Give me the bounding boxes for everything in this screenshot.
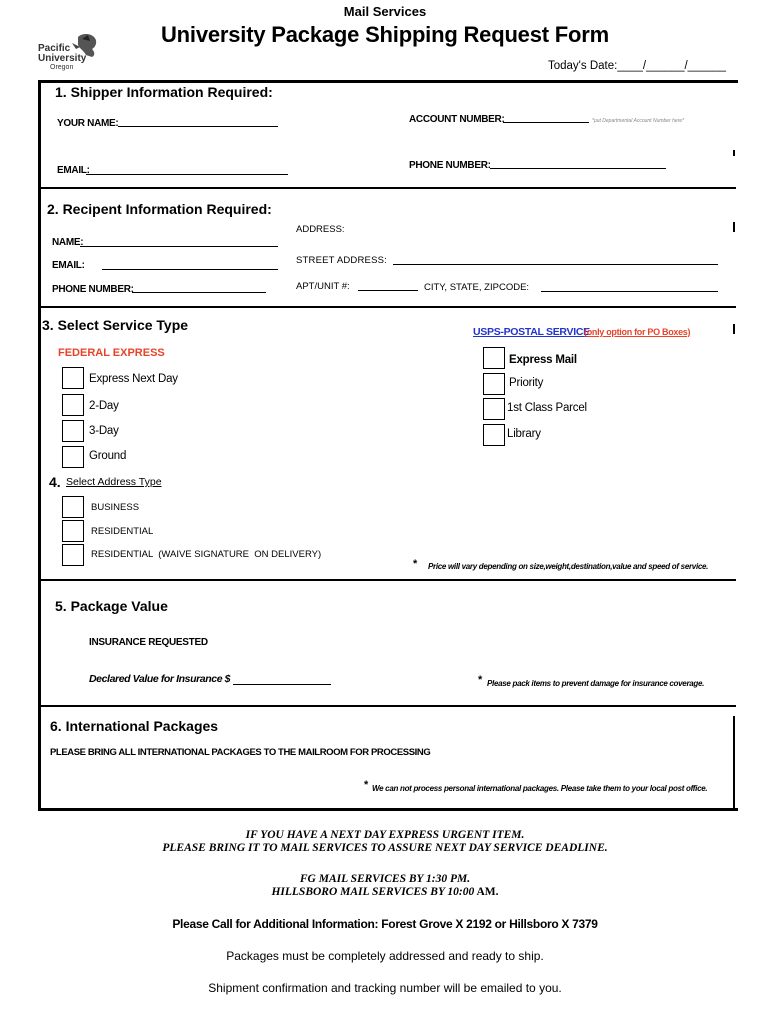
pack-note: Please pack items to prevent damage for insurance coverage. [487, 679, 705, 688]
option-priority: Priority [509, 377, 544, 389]
logo-text-pacific: Pacific [38, 43, 71, 54]
option-business: BUSINESS [91, 502, 140, 513]
urgent-line-1: IF YOU HAVE A NEXT DAY EXPRESS URGENT ITEM. [245, 829, 525, 841]
checkbox-express-next-day[interactable] [62, 367, 84, 389]
insurance-requested-label: INSURANCE REQUESTED [89, 637, 208, 648]
shipper-email-label: EMAIL: [57, 165, 90, 176]
option-1st-class-parcel: 1st Class Parcel [507, 402, 587, 414]
declared-value-field[interactable] [233, 684, 331, 685]
recipient-phone-label: PHONE NUMBER: [52, 284, 134, 295]
department-name: Mail Services [343, 4, 427, 19]
urgent-line-2: PLEASE BRING IT TO MAIL SERVICES TO ASSURE NEXT DAY SERVICE DEADLINE. [162, 842, 608, 854]
university-logo [36, 33, 102, 77]
street-address-label: STREET ADDRESS: [296, 255, 387, 266]
fedex-heading: FEDERAL EXPRESS [58, 347, 165, 359]
section3-divider [38, 579, 736, 581]
street-address-field[interactable] [393, 264, 718, 265]
checkbox-2-day[interactable] [62, 394, 84, 416]
price-note: Price will vary depending on size,weight,destination,value and speed of service. [428, 562, 709, 571]
form-frame-top [38, 80, 738, 83]
section4-number: 4. [49, 474, 61, 490]
option-express-next-day: Express Next Day [89, 373, 178, 385]
option-2-day: 2-Day [89, 400, 119, 412]
apt-unit-field[interactable] [358, 290, 418, 291]
option-express-mail: Express Mail [509, 354, 577, 366]
recipient-email-label: EMAIL: [52, 260, 85, 271]
option-library: Library [507, 428, 541, 440]
logo-text-oregon: Oregon [50, 64, 74, 71]
packages-addressed-note: Packages must be completely addressed and ready to ship. [226, 949, 544, 963]
hillsboro-deadline [0, 886, 770, 898]
checkbox-business[interactable] [62, 496, 84, 518]
logo-text-university: University [38, 53, 87, 64]
checkbox-residential[interactable] [62, 520, 84, 542]
recipient-phone-field[interactable] [132, 292, 266, 293]
checkbox-library[interactable] [483, 424, 505, 446]
frame-right-s3 [733, 324, 735, 334]
fg-deadline: FG MAIL SERVICES BY 1:30 PM. [299, 873, 471, 885]
call-info: Please Call for Additional Information: Forest Grove X 2192 or Hillsboro X 7379 [172, 917, 598, 931]
recipient-name-label: NAME: [52, 237, 84, 248]
international-instruction: PLEASE BRING ALL INTERNATIONAL PACKAGES TO THE MAILROOM FOR PROCESSING [50, 747, 431, 758]
option-3-day: 3-Day [89, 425, 119, 437]
price-note-asterisk: * [413, 558, 418, 570]
recipient-name-field[interactable] [80, 246, 278, 247]
section6-title: 6. International Packages [50, 718, 219, 734]
form-frame-left [38, 82, 41, 810]
account-number-label: ACCOUNT NUMBER: [409, 114, 505, 125]
todays-date-field[interactable]: Today's Date:____/______/______ [548, 60, 727, 72]
apt-unit-label: APT/UNIT #: [296, 281, 350, 292]
hillsboro-deadline-text: HILLSBORO MAIL SERVICES BY 10:00 [271, 886, 475, 898]
option-ground: Ground [89, 450, 127, 462]
address-label: ADDRESS: [296, 224, 345, 235]
pack-note-asterisk: * [478, 674, 483, 686]
declared-value-label: Declared Value for Insurance $ [89, 673, 231, 685]
international-note: We can not process personal international packages. Please take them to your local post office. [372, 784, 708, 793]
section4-title: Select Address Type [66, 476, 162, 488]
frame-right-s2 [733, 222, 735, 232]
shipper-email-field[interactable] [86, 174, 288, 175]
option-residential-waive-signature: RESIDENTIAL (WAIVE SIGNATURE ON DELIVERY) [91, 549, 322, 560]
international-note-asterisk: * [364, 779, 369, 791]
frame-right-s1 [733, 150, 735, 156]
account-number-field[interactable] [503, 122, 589, 123]
usps-heading: USPS-POSTAL SERVICE [473, 326, 590, 338]
hillsboro-deadline-am: AM. [476, 886, 499, 898]
section2-divider [38, 306, 736, 308]
section3-title: 3. Select Service Type [42, 317, 189, 333]
section1-title: 1. Shipper Information Required: [55, 84, 273, 100]
section5-divider [38, 705, 736, 707]
your-name-field[interactable] [118, 126, 278, 127]
shipper-phone-field[interactable] [490, 168, 666, 169]
checkbox-express-mail[interactable] [483, 347, 505, 369]
frame-right-s6 [733, 716, 735, 810]
option-residential: RESIDENTIAL [91, 526, 154, 537]
section1-divider [38, 187, 736, 189]
form-frame-bottom [38, 808, 738, 811]
checkbox-priority[interactable] [483, 373, 505, 395]
confirmation-note: Shipment confirmation and tracking number will be emailed to you. [208, 981, 562, 995]
section5-title: 5. Package Value [55, 598, 168, 614]
checkbox-1st-class-parcel[interactable] [483, 398, 505, 420]
city-state-zip-field[interactable] [541, 291, 718, 292]
recipient-email-field[interactable] [102, 269, 278, 270]
checkbox-residential-waive-signature[interactable] [62, 544, 84, 566]
your-name-label: YOUR NAME: [57, 118, 119, 129]
shipper-phone-label: PHONE NUMBER: [409, 160, 491, 171]
city-state-zip-label: CITY, STATE, ZIPCODE: [424, 282, 530, 293]
usps-note: (only option for PO Boxes) [584, 327, 691, 337]
account-number-hint: *put Departmental Account Number here* [592, 118, 685, 124]
checkbox-ground[interactable] [62, 446, 84, 468]
section2-title: 2. Recipent Information Required: [47, 201, 272, 217]
checkbox-3-day[interactable] [62, 420, 84, 442]
form-title: University Package Shipping Request Form [160, 22, 609, 47]
